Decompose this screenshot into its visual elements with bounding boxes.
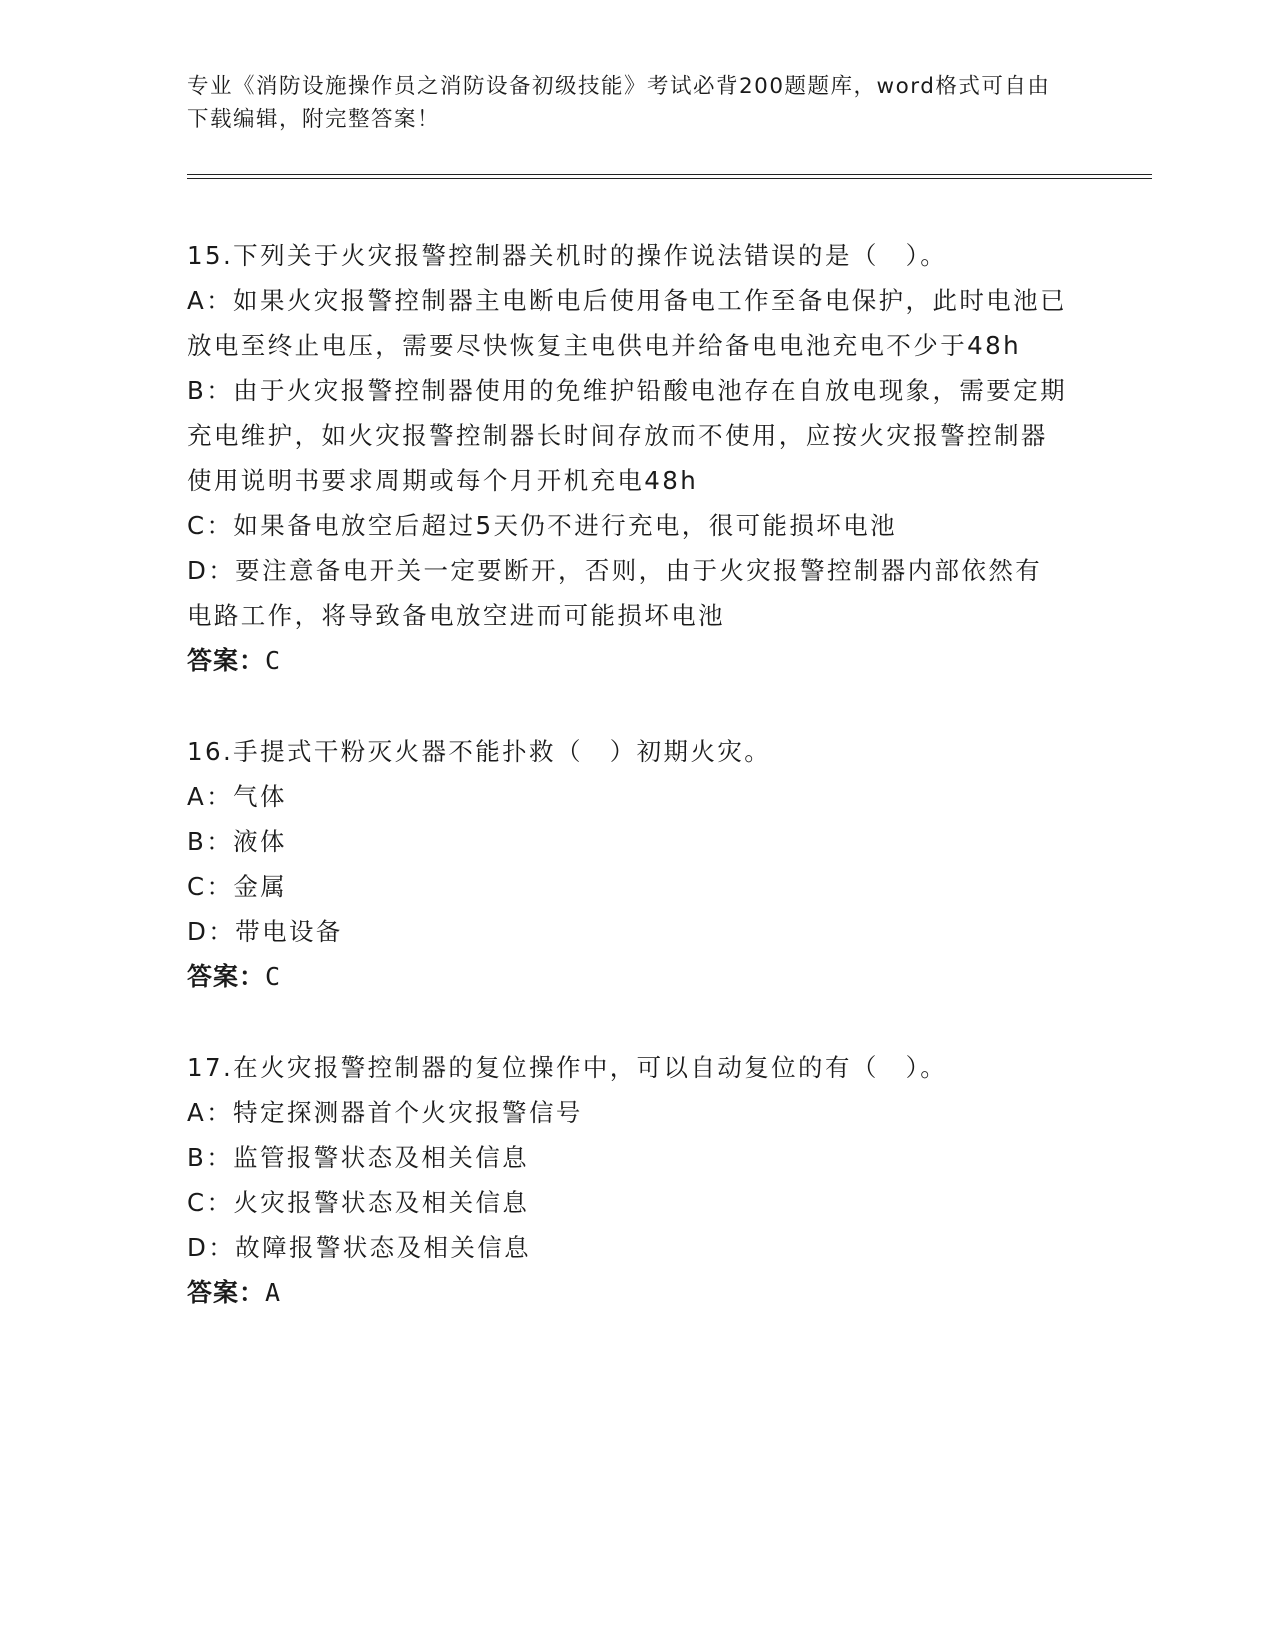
answer-line bbox=[187, 954, 1067, 999]
header-divider bbox=[187, 174, 1152, 179]
option-c: C：如果备电放空后超过5天仍不进行充电，很可能损坏电池 bbox=[187, 511, 897, 540]
divider-line bbox=[187, 178, 1152, 179]
answer-label: 答案： bbox=[187, 1278, 266, 1307]
question-item bbox=[187, 233, 1067, 683]
question-stem: 16.手提式干粉灭火器不能扑救（ ）初期火灾。 bbox=[187, 737, 772, 766]
question-stem: 15.下列关于火灾报警控制器关机时的操作说法错误的是（ ）。 bbox=[187, 241, 948, 270]
option-d: D：要注意备电开关一定要断开，否则，由于火灾报警控制器内部依然有电路工作，将导致备电放空进而可能损坏电池 bbox=[187, 556, 1043, 630]
answer-value: C bbox=[265, 962, 282, 991]
question-item bbox=[187, 1045, 1067, 1315]
answer-label: 答案： bbox=[187, 962, 266, 991]
question-stem: 17.在火灾报警控制器的复位操作中，可以自动复位的有（ ）。 bbox=[187, 1053, 948, 1082]
option-c: C：金属 bbox=[187, 872, 288, 901]
option-b: B：监管报警状态及相关信息 bbox=[187, 1143, 530, 1172]
option-b: B：液体 bbox=[187, 827, 287, 856]
document-page bbox=[187, 70, 1152, 1361]
option-a: A：气体 bbox=[187, 782, 287, 811]
answer-value: C bbox=[265, 646, 282, 675]
option-d: D：故障报警状态及相关信息 bbox=[187, 1233, 532, 1262]
option-b: B：由于火灾报警控制器使用的免维护铅酸电池存在自放电现象，需要定期充电维护，如火灾报警控制器长时间存放而不使用，应按火灾报警控制器使用说明书要求周期或每个月开机充电48h bbox=[187, 376, 1068, 495]
question-list bbox=[187, 233, 1067, 1315]
document-header: 专业《消防设施操作员之消防设备初级技能》考试必背200题题库，word格式可自由下载编辑，附完整答案！ bbox=[187, 74, 1051, 132]
option-c: C：火灾报警状态及相关信息 bbox=[187, 1188, 530, 1217]
answer-line bbox=[187, 638, 1067, 683]
option-d: D：带电设备 bbox=[187, 917, 343, 946]
answer-label: 答案： bbox=[187, 646, 266, 675]
question-item bbox=[187, 729, 1067, 999]
divider-line bbox=[187, 174, 1152, 175]
answer-value: A bbox=[265, 1278, 282, 1307]
option-a: A：如果火灾报警控制器主电断电后使用备电工作至备电保护，此时电池已放电至终止电压，需要尽快恢复主电供电并给备电电池充电不少于48h bbox=[187, 286, 1067, 360]
option-a: A：特定探测器首个火灾报警信号 bbox=[187, 1098, 583, 1127]
answer-line bbox=[187, 1270, 1067, 1315]
